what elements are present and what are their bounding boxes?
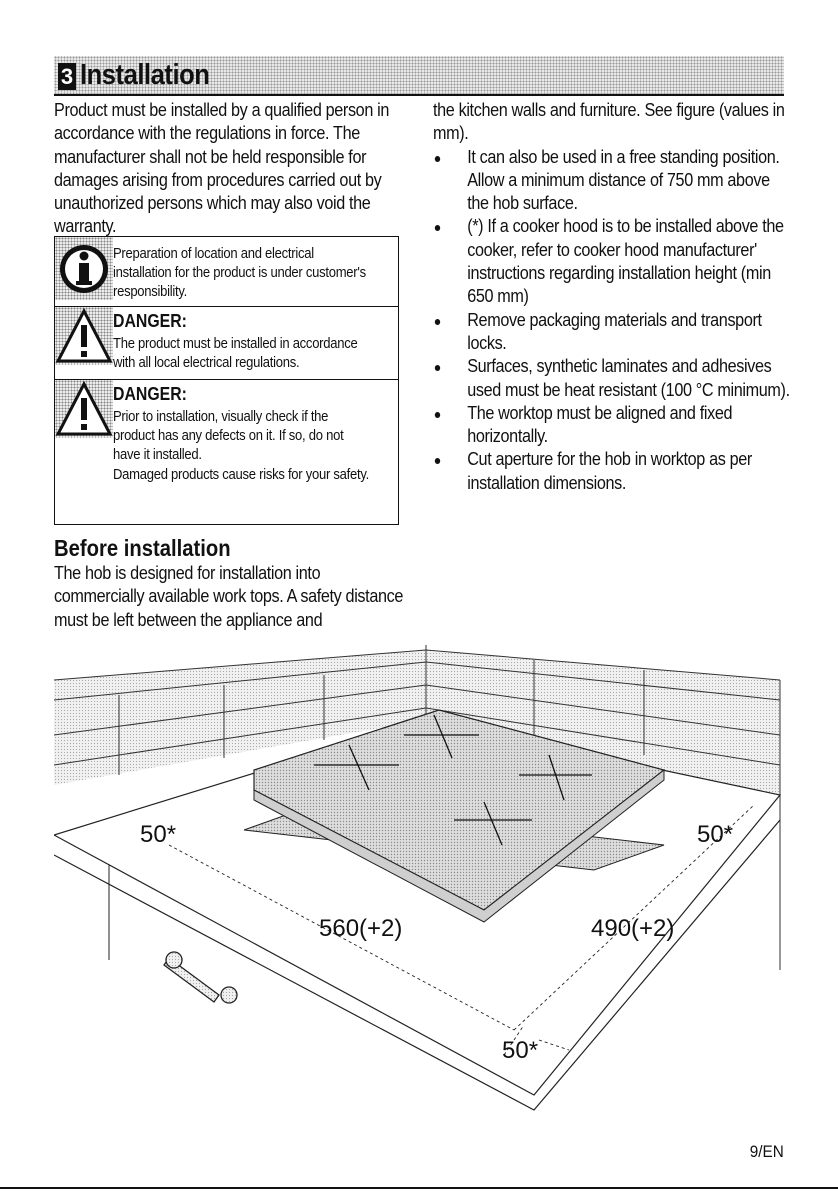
- bullet-item: Cut aperture for the hob in worktop as per installation dimensions.: [433, 448, 793, 495]
- notice-box: [54, 236, 399, 525]
- bullet-item: Remove packaging materials and transport locks.: [433, 309, 793, 356]
- depth-dimension-label: 490(+2): [591, 915, 675, 942]
- section-title: Installation: [80, 59, 210, 91]
- danger-text-2a: Prior to installation, visually check if the product has any defects on it. If so, do not have it installed.: [113, 409, 344, 463]
- danger-text-2b: Damaged products cause risks for your safety.: [113, 467, 369, 483]
- intro-paragraph: Product must be installed by a qualified person in accordance with the regulations in force. The manufacturer shall not be held responsible for damages arising from procedures carried out by unauthorized persons which may also void the warranty.: [54, 100, 390, 237]
- right-column: [433, 99, 793, 495]
- before-installation-heading: Before installation: [54, 535, 231, 561]
- bullet-item: It can also be used in a free standing position. Allow a minimum distance of 750 mm above the hob surface.: [433, 146, 793, 216]
- info-icon: [55, 237, 113, 300]
- danger-heading-1: DANGER:: [113, 311, 187, 331]
- left-column: [54, 99, 414, 239]
- danger-notice-2: [55, 379, 398, 525]
- danger-text-1: The product must be installed in accordance with all local electrical regulations.: [113, 336, 358, 371]
- section-number: 3: [58, 63, 76, 90]
- danger-notice-1: [55, 306, 398, 379]
- bullet-item: Surfaces, synthetic laminates and adhesives used must be heat resistant (100 °C minimum).: [433, 355, 793, 402]
- drawer-handle: [164, 952, 237, 1003]
- bullet-item: The worktop must be aligned and fixed horizontally.: [433, 402, 793, 449]
- bottom-rule: [0, 1187, 838, 1189]
- before-installation-body: [54, 562, 414, 632]
- right-clearance-label: 50*: [697, 821, 734, 848]
- left-clearance-label: 50*: [140, 821, 177, 848]
- warning-icon: [55, 380, 113, 438]
- front-clearance-label: 50*: [502, 1037, 539, 1064]
- installation-bullets: [433, 146, 793, 495]
- info-notice: [55, 237, 398, 306]
- installation-figure: [54, 640, 784, 1115]
- width-dimension-label: 560(+2): [319, 915, 403, 942]
- page-number: 9/EN: [749, 1142, 784, 1161]
- installation-drawing: [54, 640, 784, 1115]
- bullet-item: (*) If a cooker hood is to be installed above the cooker, refer to cooker hood manufacturer' instructions regarding installation height (min 650 mm): [433, 215, 793, 308]
- before-installation-text: The hob is designed for installation into commercially available work tops. A safety distance must be left between the appliance and: [54, 563, 404, 630]
- danger-heading-2: DANGER:: [113, 384, 187, 404]
- section-title-bar: [54, 56, 784, 96]
- warning-icon: [55, 307, 113, 365]
- continuation-paragraph: the kitchen walls and furniture. See figure (values in mm).: [433, 100, 785, 144]
- info-notice-text: Preparation of location and electrical installation for the product is under customer's responsibility.: [113, 246, 366, 300]
